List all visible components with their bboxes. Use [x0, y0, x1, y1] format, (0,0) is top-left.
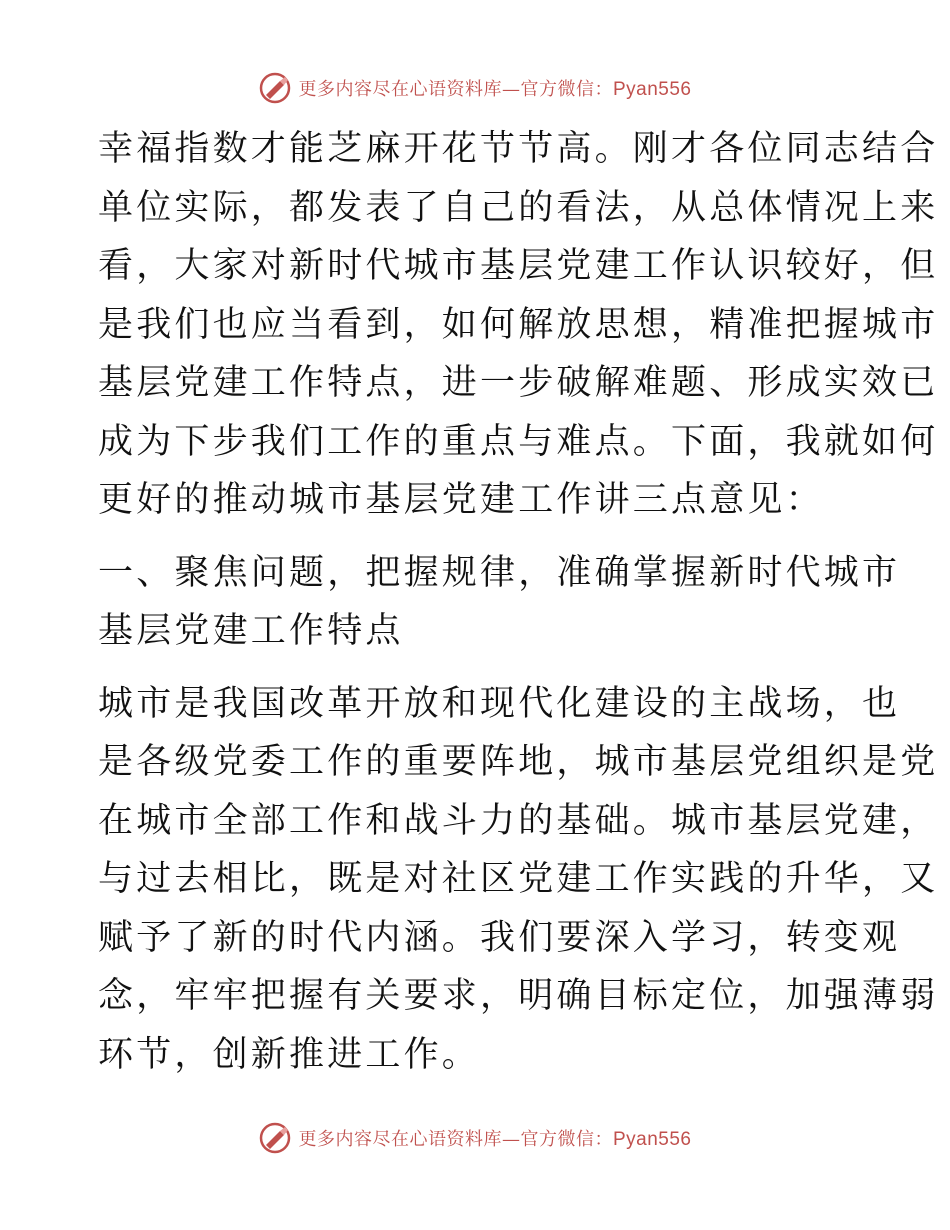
paragraph-2: [98, 675, 939, 1085]
watermark-text: 更多内容尽在心语资料库—官方微信：Pyan556: [298, 1129, 692, 1150]
text-line: 是各级党委工作的重要阵地，城市基层党组织是党: [98, 742, 939, 782]
text-line: 在城市全部工作和战斗力的基础。城市基层党建，: [98, 800, 939, 841]
document-body: [98, 120, 939, 1084]
watermark-text: 更多内容尽在心语资料库—官方微信：Pyan556: [298, 79, 692, 100]
text-line: 幸福指数才能芝麻开花节节高。刚才各位同志结合: [98, 129, 939, 169]
section-heading-1: [98, 544, 901, 661]
text-line: 与过去相比，既是对社区党建工作实践的升华，又: [98, 859, 939, 899]
brand-logo-icon: [258, 71, 292, 105]
text-line: 基层党建工作特点: [98, 611, 404, 651]
text-line: 一、聚焦问题，把握规律，准确掌握新时代城市: [98, 552, 901, 593]
paragraph-1: [98, 120, 939, 530]
header-watermark: [0, 68, 950, 108]
text-line: 更好的推动城市基层党建工作讲三点意见：: [98, 480, 824, 520]
watermark-id: Pyan556: [612, 79, 692, 100]
brand-logo-icon: [258, 1121, 292, 1155]
text-line: 单位实际，都发表了自己的看法，从总体情况上来: [98, 187, 939, 228]
text-line: 成为下步我们工作的重点与难点。下面，我就如何: [98, 421, 939, 462]
text-line: 念，牢牢把握有关要求，明确目标定位，加强薄弱: [98, 976, 939, 1016]
text-line: 基层党建工作特点，进一步破解难题、形成实效已: [98, 363, 939, 403]
watermark-id: Pyan556: [612, 1129, 692, 1150]
text-line: 赋予了新的时代内涵。我们要深入学习，转变观: [98, 917, 901, 958]
text-line: 是我们也应当看到，如何解放思想，精准把握城市: [98, 304, 939, 345]
text-line: 环节，创新推进工作。: [98, 1034, 481, 1075]
text-line: 城市是我国改革开放和现代化建设的主战场，也: [98, 683, 901, 724]
text-line: 看，大家对新时代城市基层党建工作认识较好，但: [98, 246, 939, 286]
footer-watermark: [0, 1118, 950, 1158]
